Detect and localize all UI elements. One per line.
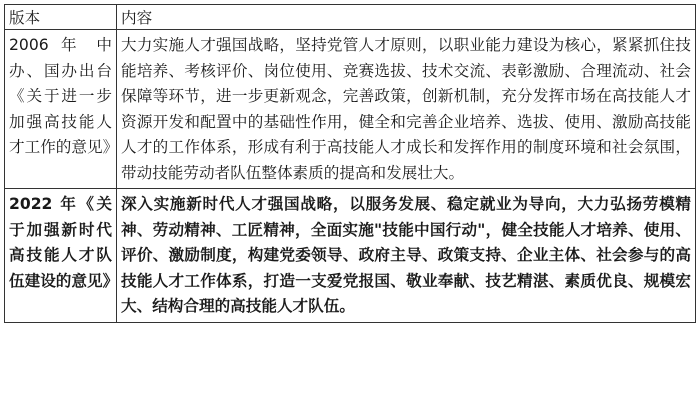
table-row-2006 (5, 30, 696, 189)
row-2006-source: 2006 年 中办、国办出台《关于进一步加强高技能人才工作的意见》 (5, 30, 117, 189)
table-header-row (5, 5, 696, 30)
policy-comparison-table (4, 4, 696, 323)
header-content: 内容 (117, 5, 696, 30)
table-row-2022 (5, 189, 696, 323)
row-2022-source: 2022 年《关于加强新时代高技能人才队伍建设的意见》 (5, 189, 117, 323)
row-2006-content: 大力实施人才强国战略，坚持党管人才原则，以职业能力建设为核心，紧紧抓住技能培养、考核评价、岗位使用、竞赛选拔、技术交流、表彰激励、合理流动、社会保障等环节，进一步更新观念，完善政策，创新机制，充分发挥市场在高技能人才资源开发和配置中的基础性作用，健全和完善企业培养、选拔、使用、激励高技能人才的工作体系，形成有利于高技能人才成长和发挥作用的制度环境和社会氛围，带动技能劳动者队伍整体素质的提高和发展壮大。 (117, 30, 696, 189)
row-2022-content: 深入实施新时代人才强国战略，以服务发展、稳定就业为导向，大力弘扬劳模精神、劳动精神、工匠精神，全面实施"技能中国行动"，健全技能人才培养、使用、评价、激励制度，构建党委领导、政府主导、政策支持、企业主体、社会参与的高技能人才工作体系，打造一支爱党报国、敬业奉献、技艺精湛、素质优良、规模宏大、结构合理的高技能人才队伍。 (117, 189, 696, 323)
header-version: 版本 (5, 5, 117, 30)
